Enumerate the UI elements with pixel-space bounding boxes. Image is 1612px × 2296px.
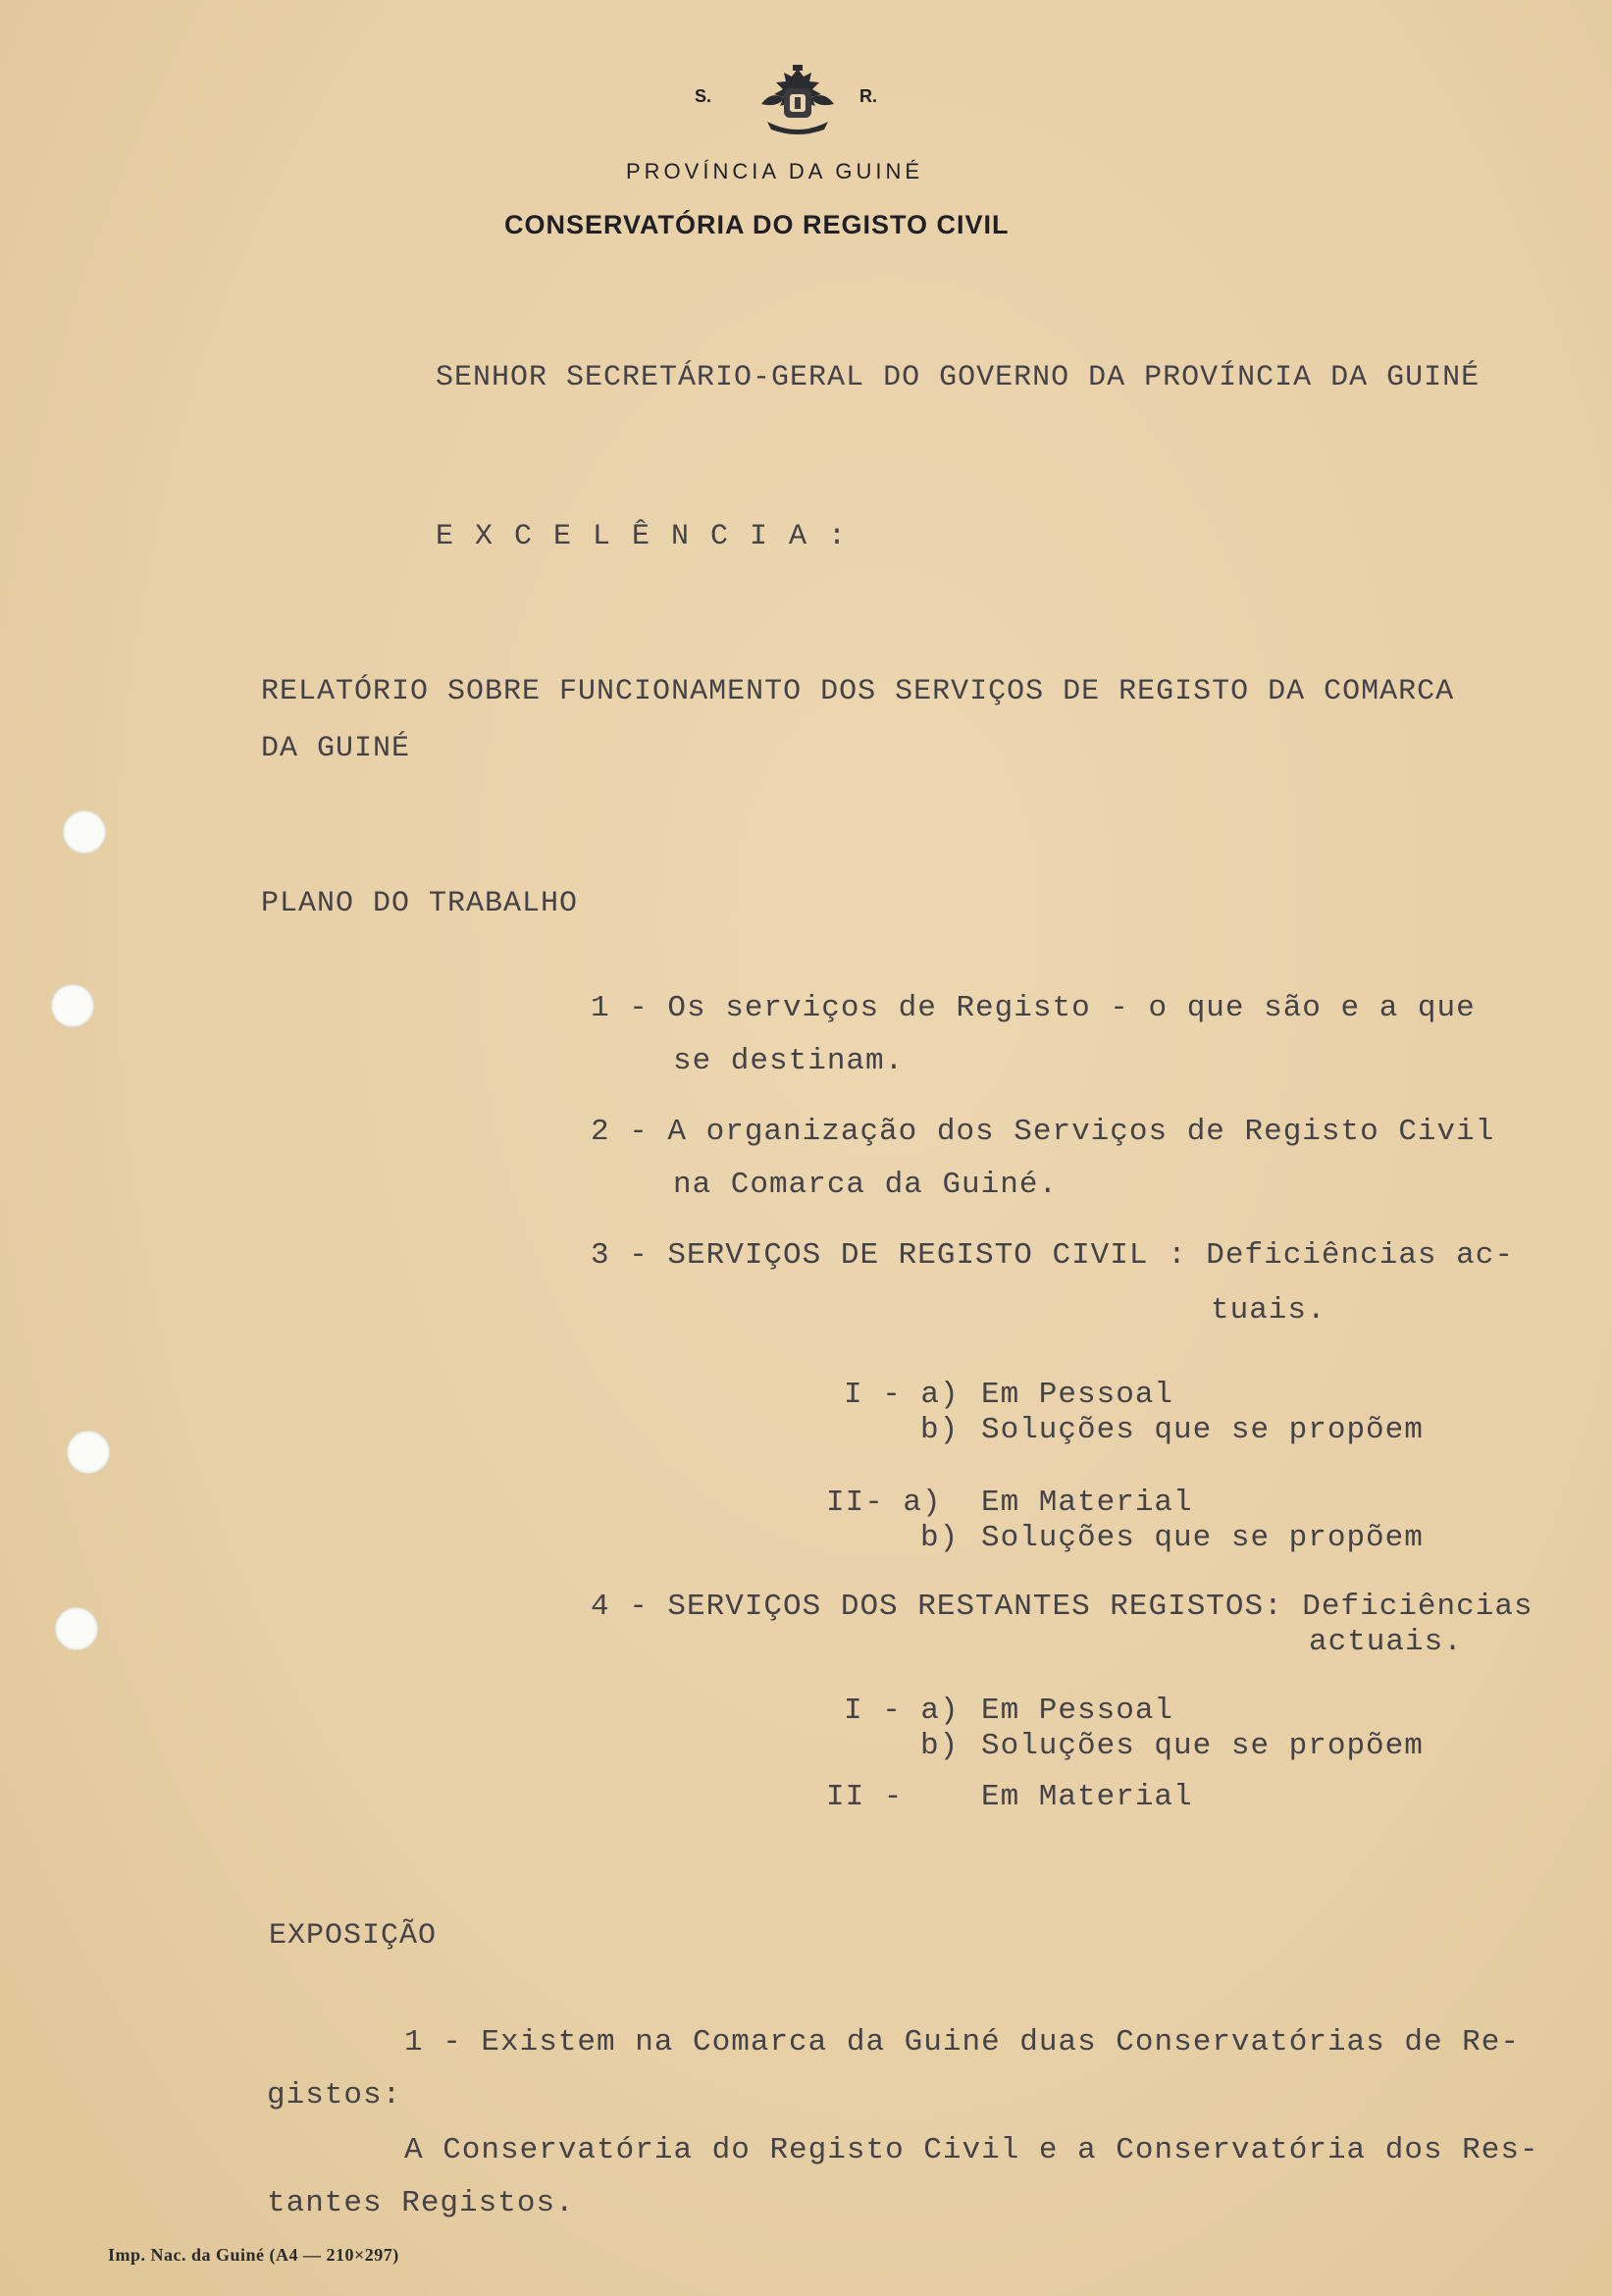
exposition-p1-line-2: gistos: bbox=[267, 2078, 402, 2113]
exposition-p1-line-1: 1 - Existem na Comarca da Guiné duas Conservatórias de Re- bbox=[404, 2025, 1520, 2060]
salutation: EXCELÊNCIA: bbox=[436, 520, 868, 553]
plan-item-2-line-2: na Comarca da Guiné. bbox=[673, 1168, 1059, 1202]
plan-item-4-sub-I-b-label: b) bbox=[920, 1729, 960, 1763]
plan-item-1-line-2: se destinam. bbox=[673, 1044, 905, 1078]
plan-item-3-sub-II-a: Em Material bbox=[981, 1486, 1193, 1520]
plan-item-3-sub-I-a: Em Pessoal bbox=[981, 1378, 1174, 1412]
plan-item-3-line-2: tuais. bbox=[1211, 1293, 1326, 1328]
exposition-p2-line-2: tantes Registos. bbox=[267, 2186, 575, 2220]
punch-hole bbox=[67, 1431, 110, 1474]
header-right-letter: R. bbox=[859, 86, 877, 106]
plan-item-3-sub-II-label: II- a) bbox=[826, 1486, 942, 1520]
plan-item-4-sub-I-b: Soluções que se propõem bbox=[981, 1729, 1424, 1763]
printer-footer: Imp. Nac. da Guiné (A4 — 210×297) bbox=[108, 2245, 399, 2265]
plan-item-3-sub-I-b: Soluções que se propõem bbox=[981, 1413, 1424, 1447]
plan-item-3-sub-II-b: Soluções que se propõem bbox=[981, 1521, 1424, 1555]
plan-item-4-line-1: 4 - SERVIÇOS DOS RESTANTES REGISTOS: Deficiências bbox=[591, 1590, 1534, 1624]
plan-item-4-sub-II-a: Em Material bbox=[981, 1780, 1193, 1814]
plan-item-4-sub-I-a: Em Pessoal bbox=[981, 1694, 1174, 1728]
plan-item-4-line-2: actuais. bbox=[1309, 1625, 1463, 1659]
plan-item-4-sub-I-label: I - a) bbox=[844, 1694, 960, 1728]
plan-item-3-sub-II-b-label: b) bbox=[920, 1521, 960, 1555]
office-title: CONSERVATÓRIA DO REGISTO CIVIL bbox=[504, 210, 1010, 239]
punch-hole bbox=[55, 1607, 98, 1650]
punch-hole bbox=[63, 810, 106, 854]
plan-item-4-sub-II-label: II - bbox=[826, 1780, 904, 1814]
plan-item-3-sub-I-b-label: b) bbox=[920, 1413, 960, 1447]
exposition-heading: EXPOSIÇÃO bbox=[269, 1919, 438, 1953]
plan-item-3-sub-I-label: I - a) bbox=[844, 1378, 960, 1412]
punch-hole bbox=[51, 984, 94, 1027]
plan-heading: PLANO DO TRABALHO bbox=[261, 887, 579, 920]
header-left-letter: S. bbox=[695, 86, 712, 106]
addressee-line: SENHOR SECRETÁRIO-GERAL DO GOVERNO DA PROVÍNCIA DA GUINÉ bbox=[436, 361, 1481, 394]
coat-of-arms-icon bbox=[754, 65, 842, 139]
province-title: PROVÍNCIA DA GUINÉ bbox=[626, 159, 924, 183]
exposition-p2-line-1: A Conservatória do Registo Civil e a Conservatória dos Res- bbox=[404, 2133, 1539, 2167]
plan-item-2-line-1: 2 - A organização dos Serviços de Registo Civil bbox=[591, 1115, 1495, 1149]
plan-item-1-line-1: 1 - Os serviços de Registo - o que são e a que bbox=[591, 991, 1476, 1025]
subject-line-2: DA GUINÉ bbox=[261, 732, 411, 765]
plan-item-3-line-1: 3 - SERVIÇOS DE REGISTO CIVIL : Deficiências ac- bbox=[591, 1238, 1514, 1273]
subject-line-1: RELATÓRIO SOBRE FUNCIONAMENTO DOS SERVIÇOS DE REGISTO DA COMARCA bbox=[261, 675, 1455, 708]
